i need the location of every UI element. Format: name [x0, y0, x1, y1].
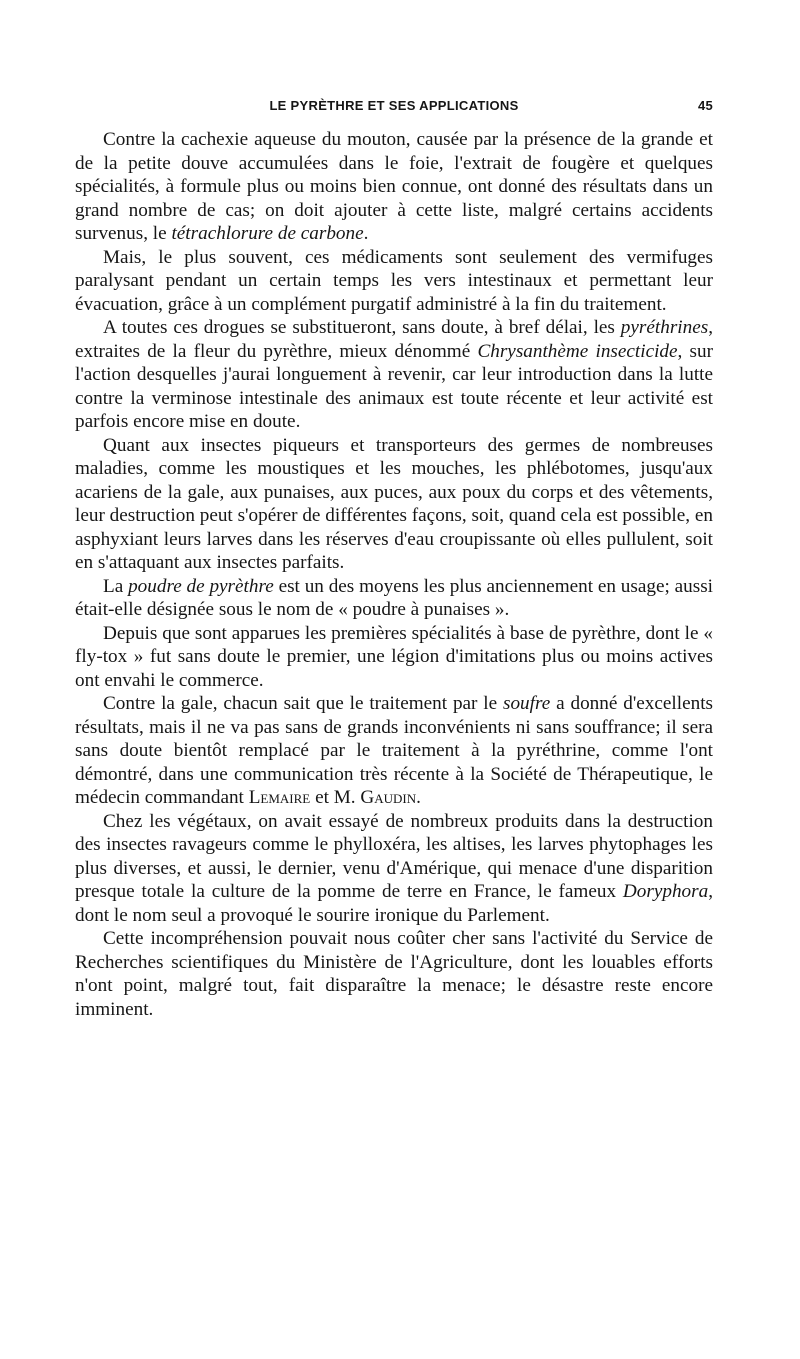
- text-run: , sur l'action desquelles j'aurai longuement à revenir, car leur introduction dans la lutte contre la verminose intestinale des animaux est toute récente et leur activité est parfois encore mise en doute.: [75, 340, 714, 432]
- text-run: , extraites de la fleur du pyrèthre, mieux dénommé: [75, 317, 713, 362]
- text-run: a donné d'excellents résultats, mais il ne va pas sans de grands inconvénients ni sans souffrance; il sera sans doute bientôt remplacé par le traitement à la pyréthrine, comme l'ont démontré, dans une communication très récente à la Société de Thérapeutique, le médecin commandant: [75, 693, 713, 808]
- italic-term: Chrysanthème insecticide: [477, 340, 678, 362]
- italic-term: poudre de pyrèthre: [128, 575, 274, 597]
- paragraph: [75, 434, 713, 575]
- page-number: 45: [697, 98, 713, 113]
- text-run: Contre la cachexie aqueuse du mouton, causée par la présence de la grande et de la petite douve accumulées dans le foie, l'extrait de fougère et quelques spécialités, à formule plus ou moins bien connue, ont donné des résultats dans un grand nombre de cas; on doit ajouter à cette liste, malgré certains accidents survenus, le: [75, 129, 713, 244]
- text-run: , dont le nom seul a provoqué le sourire ironique du Parlement.: [75, 881, 713, 926]
- paragraph: [75, 692, 713, 810]
- text-run: Quant aux insectes piqueurs et transporteurs des germes de nombreuses maladies, comme les moustiques et les mouches, les phlébotomes, jusqu'aux acariens de la gale, aux punaises, aux puces, aux poux du corps et des vêtements, leur destruction peut s'opérer de différentes façons, soit, quand cela est possible, en asphyxiant leurs larves dans les réserves d'eau croupissante où elles pullulent, soit en s'attaquant aux insectes parfaits.: [75, 434, 713, 573]
- running-title: LE PYRÈTHRE ET SES APPLICATIONS: [269, 98, 519, 113]
- text-run: Mais, le plus souvent, ces médicaments sont seulement des vermifuges paralysant pendant un certain temps les vers intestinaux et permettant leur évacuation, grâce à un complément purgatif administré à la fin du traitement.: [75, 246, 713, 315]
- text-run: Depuis que sont apparues les premières spécialités à base de pyrèthre, dont le « fly-tox » fut sans doute le premier, une légion d'imitations plus ou moins actives ont envahi le commerce.: [75, 622, 713, 691]
- author-name: Lemaire: [248, 787, 311, 808]
- italic-term: tétrachlorure de carbone: [171, 223, 364, 244]
- text-run: et M.: [310, 787, 361, 808]
- text-run: A toutes ces drogues se substitueront, sans doute, à bref délai, les: [103, 317, 621, 338]
- paragraph: [75, 622, 713, 693]
- text-run: est un des moyens les plus anciennement en usage; aussi était-elle désignée sous le nom de « poudre à punaises ».: [75, 575, 714, 620]
- paragraph: [75, 575, 713, 622]
- text-run: Contre la gale, chacun sait que le traitement par le: [103, 693, 503, 714]
- running-header: [75, 98, 713, 118]
- text-run: La: [103, 575, 129, 597]
- author-name: Gaudin: [360, 787, 417, 808]
- text-run: Chez les végétaux, on avait essayé de nombreux produits dans la destruction des insectes ravageurs comme le phylloxéra, les altises, les larves phytophages les plus diverses, et aussi, le dernier, venu d'Amérique, qui menace d'une disparition presque totale la culture de la pomme de terre en France, le fameux: [75, 810, 713, 902]
- italic-term: soufre: [503, 693, 551, 714]
- italic-term: pyréthrines: [620, 317, 709, 338]
- body-text: [75, 128, 713, 1021]
- paragraph: [75, 316, 713, 434]
- italic-term: Doryphora: [622, 881, 709, 902]
- paragraph: [75, 128, 713, 246]
- text-run: .: [416, 787, 421, 808]
- text-run: Cette incompréhension pouvait nous coûter cher sans l'activité du Service de Recherches scientifiques du Ministère de l'Agriculture, dont les louables efforts n'ont point, malgré tout, fait disparaître la menace; le désastre reste encore imminent.: [75, 928, 713, 1020]
- paragraph: [75, 246, 713, 317]
- text-run: .: [363, 223, 369, 244]
- paragraph: [75, 810, 713, 928]
- paragraph: [75, 927, 713, 1021]
